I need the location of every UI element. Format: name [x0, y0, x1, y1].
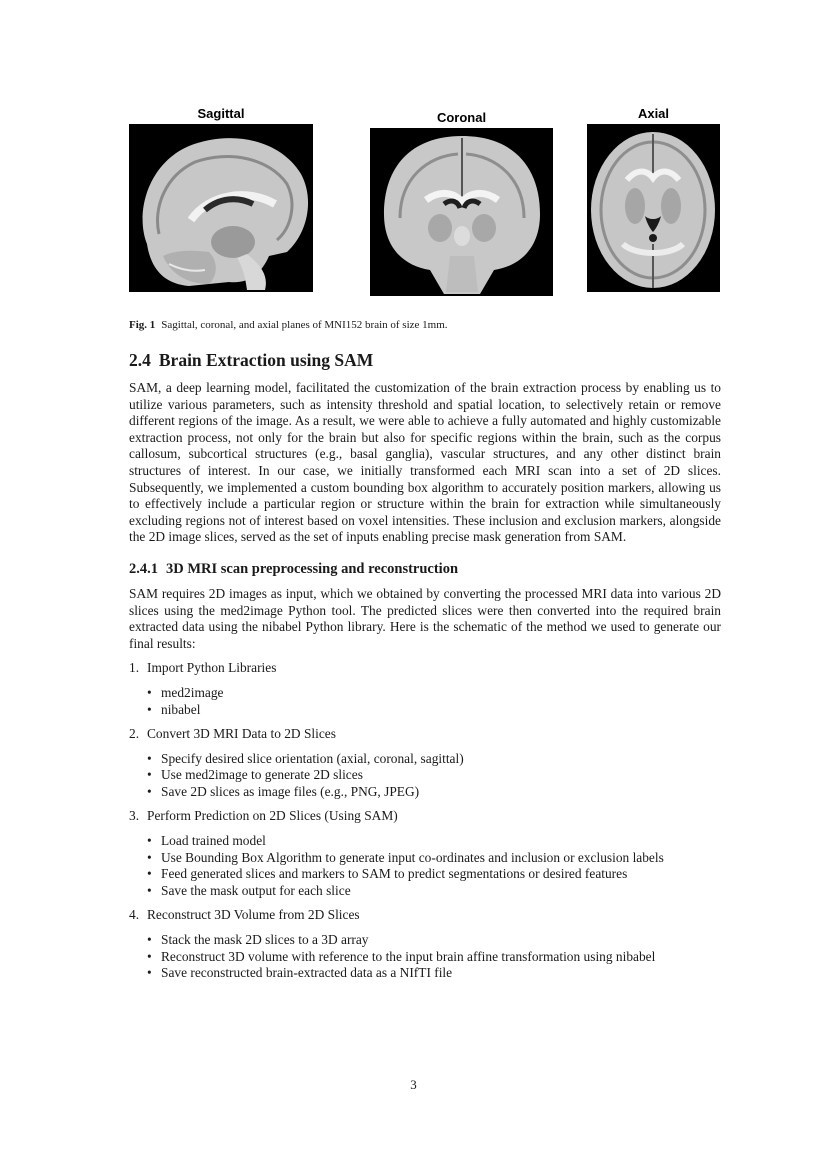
- step-number: 3.: [129, 808, 140, 824]
- bullet-item: • Specify desired slice orientation (axial, coronal, sagittal): [147, 751, 721, 768]
- bullet-item: • Save 2D slices as image files (e.g., PNG, JPEG): [147, 784, 721, 801]
- subsection-paragraph: SAM requires 2D images as input, which we obtained by converting the processed MRI data into various 2D slices using the med2image Python tool. The predicted slices were then converted into the required brain extracted data using the nibabel Python library. Here is the schematic of the method we used to generate our final results:: [129, 585, 721, 651]
- main-content: [129, 350, 721, 990]
- section-number: 2.4: [129, 350, 151, 370]
- sagittal-brain-image: [129, 124, 313, 292]
- section-heading: [129, 350, 721, 370]
- step-item: [129, 660, 721, 718]
- axial-brain-image: [587, 124, 720, 292]
- step-title: Convert 3D MRI Data to 2D Slices: [147, 726, 336, 742]
- step-item: [129, 726, 721, 800]
- sagittal-label: Sagittal: [197, 106, 245, 121]
- step-number: 2.: [129, 726, 140, 742]
- step-bullets: [129, 833, 721, 899]
- method-steps-list: [129, 660, 721, 982]
- subsection-number: 2.4.1: [129, 560, 158, 577]
- step-number: 1.: [129, 660, 140, 676]
- page-number: 3: [410, 1077, 417, 1092]
- subsection-title: 3D MRI scan preprocessing and reconstruction: [166, 560, 459, 577]
- step-bullets: [129, 685, 721, 718]
- subsection-heading: [129, 560, 721, 578]
- step-item: [129, 907, 721, 981]
- step-bullets: [129, 932, 721, 982]
- bullet-item: • med2image: [147, 685, 721, 702]
- step-number: 4.: [129, 907, 140, 923]
- step-item: [129, 808, 721, 899]
- section-title: Brain Extraction using SAM: [158, 350, 374, 370]
- caption-label: Fig. 1: [129, 319, 156, 331]
- bullet-item: • Use Bounding Box Algorithm to generate input co-ordinates and inclusion or exclusion labels: [147, 850, 721, 867]
- caption-text: Sagittal, coronal, and axial planes of MNI152 brain of size 1mm.: [161, 319, 448, 331]
- bullet-item: • Load trained model: [147, 833, 721, 850]
- bullet-item: • Reconstruct 3D volume with reference to the input brain affine transformation using nibabel: [147, 949, 721, 966]
- coronal-brain-image: [370, 128, 553, 296]
- coronal-label: Coronal: [436, 110, 487, 125]
- section-paragraph: SAM, a deep learning model, facilitated the customization of the brain extraction process by enabling us to utilize various parameters, such as intensity threshold and spatial location, to selectively retain or remove different regions of the image. As a result, we were able to achieve a fully automated and highly customizable extraction process, not only for the brain but also for specific regions within the brain, such as the corpus callosum, subcortical structures (e.g., basal ganglia), vascular structures, and any other distinct brain structures of interest. In our case, we initially transformed each MRI scan into a set of 2D slices. Subsequently, we implemented a custom bounding box algorithm to accurately position markers, allowing us to effectively include a particular region or structure within the brain for extraction while simultaneously excluding regions not of interest based on voxel intensities. These inclusion and exclusion markers, alongside the 2D image slices, served as the set of inputs enabling precise mask generation from SAM.: [129, 380, 721, 545]
- bullet-item: • nibabel: [147, 702, 721, 719]
- bullet-item: • Use med2image to generate 2D slices: [147, 767, 721, 784]
- step-bullets: [129, 751, 721, 801]
- step-title: Perform Prediction on 2D Slices (Using SAM): [147, 808, 398, 824]
- step-title: Import Python Libraries: [147, 660, 277, 676]
- axial-label: Axial: [637, 106, 670, 121]
- bullet-item: • Save reconstructed brain-extracted data as a NIfTI file: [147, 965, 721, 982]
- bullet-item: • Stack the mask 2D slices to a 3D array: [147, 932, 721, 949]
- bullet-item: • Feed generated slices and markers to SAM to predict segmentations or desired features: [147, 866, 721, 883]
- bullet-item: • Save the mask output for each slice: [147, 883, 721, 900]
- figure-caption: [129, 318, 721, 332]
- step-title: Reconstruct 3D Volume from 2D Slices: [147, 907, 360, 923]
- figure-1: [0, 106, 827, 298]
